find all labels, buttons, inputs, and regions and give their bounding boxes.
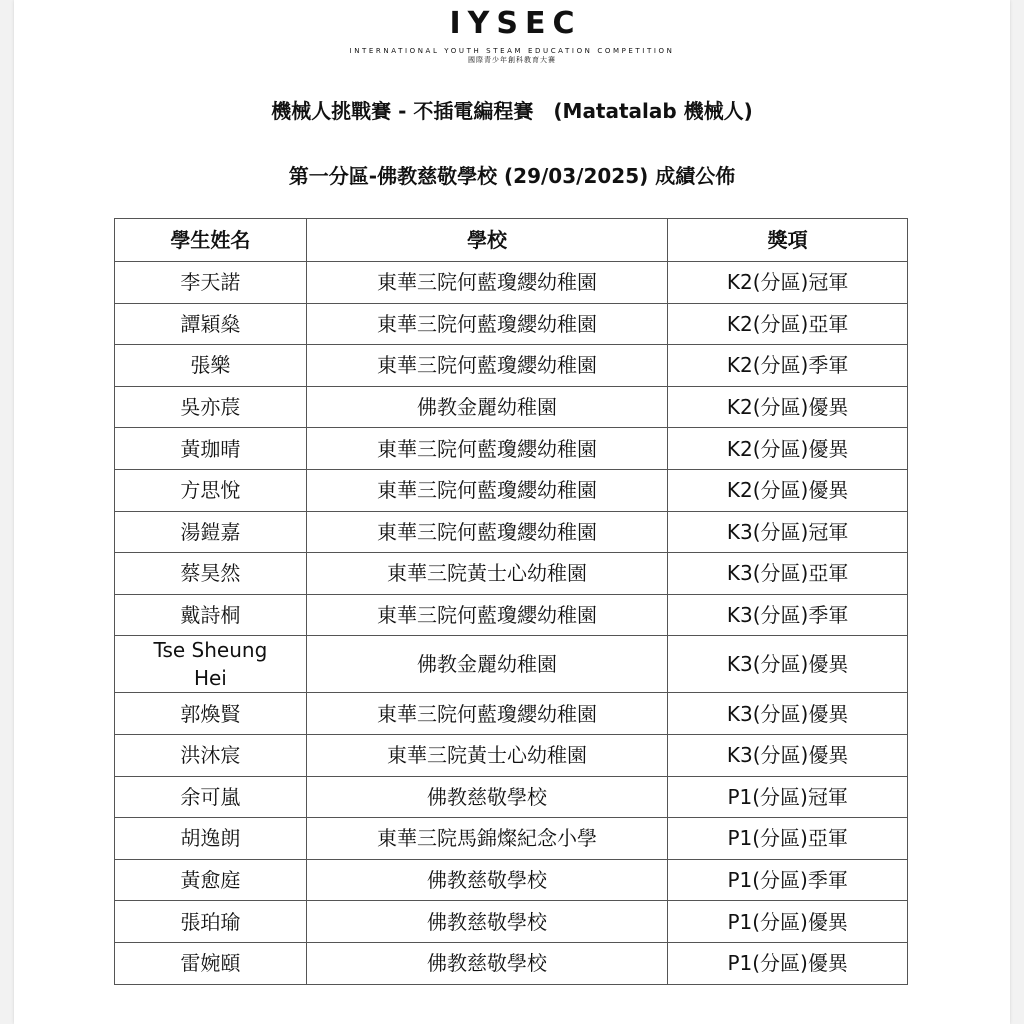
iysec-logo <box>14 4 1010 65</box>
cell-name: 李天諾 <box>115 262 307 304</box>
cell-school: 東華三院何藍瓊纓幼稚園 <box>306 345 667 387</box>
table-row <box>115 776 908 818</box>
table-row <box>115 693 908 735</box>
cell-award: P1(分區)冠軍 <box>668 776 908 818</box>
cell-name: 張珀瑜 <box>115 901 307 943</box>
cell-name: 張樂 <box>115 345 307 387</box>
table-row <box>115 262 908 304</box>
logo-title: IYSEC <box>449 6 582 41</box>
cell-award: P1(分區)優異 <box>668 901 908 943</box>
cell-award: K3(分區)優異 <box>668 734 908 776</box>
cell-school: 東華三院馬錦燦紀念小學 <box>306 818 667 860</box>
cell-school: 佛教慈敬學校 <box>306 901 667 943</box>
cell-award: K2(分區)優異 <box>668 386 908 428</box>
cell-name: 黃珈晴 <box>115 428 307 470</box>
results-title: 第一分區-佛教慈敬學校 (29/03/2025) 成績公佈 <box>288 164 736 188</box>
cell-award: K3(分區)亞軍 <box>668 553 908 595</box>
table-row <box>115 386 908 428</box>
cell-name: 湯鎧嘉 <box>115 511 307 553</box>
cell-school: 東華三院何藍瓊纓幼稚園 <box>306 428 667 470</box>
cell-award: K2(分區)亞軍 <box>668 303 908 345</box>
cell-name: 郭煥賢 <box>115 693 307 735</box>
cell-name: 黃愈庭 <box>115 859 307 901</box>
cell-name <box>115 636 307 693</box>
cell-name-line-1: Tse Sheung <box>153 638 268 663</box>
table-row <box>115 345 908 387</box>
table-row <box>115 469 908 511</box>
table-row <box>115 901 908 943</box>
cell-school: 東華三院何藍瓊纓幼稚園 <box>306 693 667 735</box>
cell-award: K3(分區)季軍 <box>668 594 908 636</box>
cell-school: 佛教慈敬學校 <box>306 942 667 984</box>
table-row <box>115 859 908 901</box>
header-school: 學校 <box>306 219 667 262</box>
cell-award: K2(分區)季軍 <box>668 345 908 387</box>
table-row <box>115 511 908 553</box>
results-table <box>114 218 908 985</box>
cell-name: 胡逸朗 <box>115 818 307 860</box>
cell-name: 譚穎燊 <box>115 303 307 345</box>
header-student-name: 學生姓名 <box>115 219 307 262</box>
cell-school: 東華三院何藍瓊纓幼稚園 <box>306 262 667 304</box>
table-row <box>115 428 908 470</box>
cell-award: P1(分區)亞軍 <box>668 818 908 860</box>
cell-school: 東華三院何藍瓊纓幼稚園 <box>306 594 667 636</box>
table-row <box>115 734 908 776</box>
cell-award: K2(分區)冠軍 <box>668 262 908 304</box>
cell-name: 雷婉頤 <box>115 942 307 984</box>
cell-award: P1(分區)季軍 <box>668 859 908 901</box>
table-header-row <box>115 219 908 262</box>
cell-name: 余可嵐 <box>115 776 307 818</box>
cell-name-line-2: Hei <box>193 666 227 691</box>
cell-school: 佛教金麗幼稚園 <box>306 386 667 428</box>
cell-school: 佛教金麗幼稚園 <box>306 636 667 693</box>
cell-award: K2(分區)優異 <box>668 469 908 511</box>
table-row <box>115 818 908 860</box>
cell-school: 佛教慈敬學校 <box>306 776 667 818</box>
table-row <box>115 942 908 984</box>
table-row <box>115 303 908 345</box>
cell-award: P1(分區)優異 <box>668 942 908 984</box>
cell-award: K2(分區)優異 <box>668 428 908 470</box>
cell-school: 東華三院黃士心幼稚園 <box>306 553 667 595</box>
cell-school: 東華三院何藍瓊纓幼稚園 <box>306 303 667 345</box>
cell-school: 東華三院何藍瓊纓幼稚園 <box>306 469 667 511</box>
table-row <box>115 594 908 636</box>
cell-school: 佛教慈敬學校 <box>306 859 667 901</box>
cell-name: 洪沐宸 <box>115 734 307 776</box>
logo-subtitle-cn: 國際青少年創科教育大賽 <box>468 56 556 64</box>
cell-award: K3(分區)優異 <box>668 636 908 693</box>
competition-title: 機械人挑戰賽 - 不插電編程賽 (Matatalab 機械人) <box>271 99 753 123</box>
cell-school: 東華三院何藍瓊纓幼稚園 <box>306 511 667 553</box>
table-row <box>115 553 908 595</box>
cell-name: 蔡昊然 <box>115 553 307 595</box>
cell-award: K3(分區)冠軍 <box>668 511 908 553</box>
cell-name: 方思悅 <box>115 469 307 511</box>
table-row <box>115 636 908 693</box>
cell-school: 東華三院黃士心幼稚園 <box>306 734 667 776</box>
header-award: 獎項 <box>668 219 908 262</box>
cell-name: 戴詩桐 <box>115 594 307 636</box>
cell-award: K3(分區)優異 <box>668 693 908 735</box>
cell-name: 吳亦莀 <box>115 386 307 428</box>
logo-subtitle-en: INTERNATIONAL YOUTH STEAM EDUCATION COMPETITION <box>349 47 675 55</box>
